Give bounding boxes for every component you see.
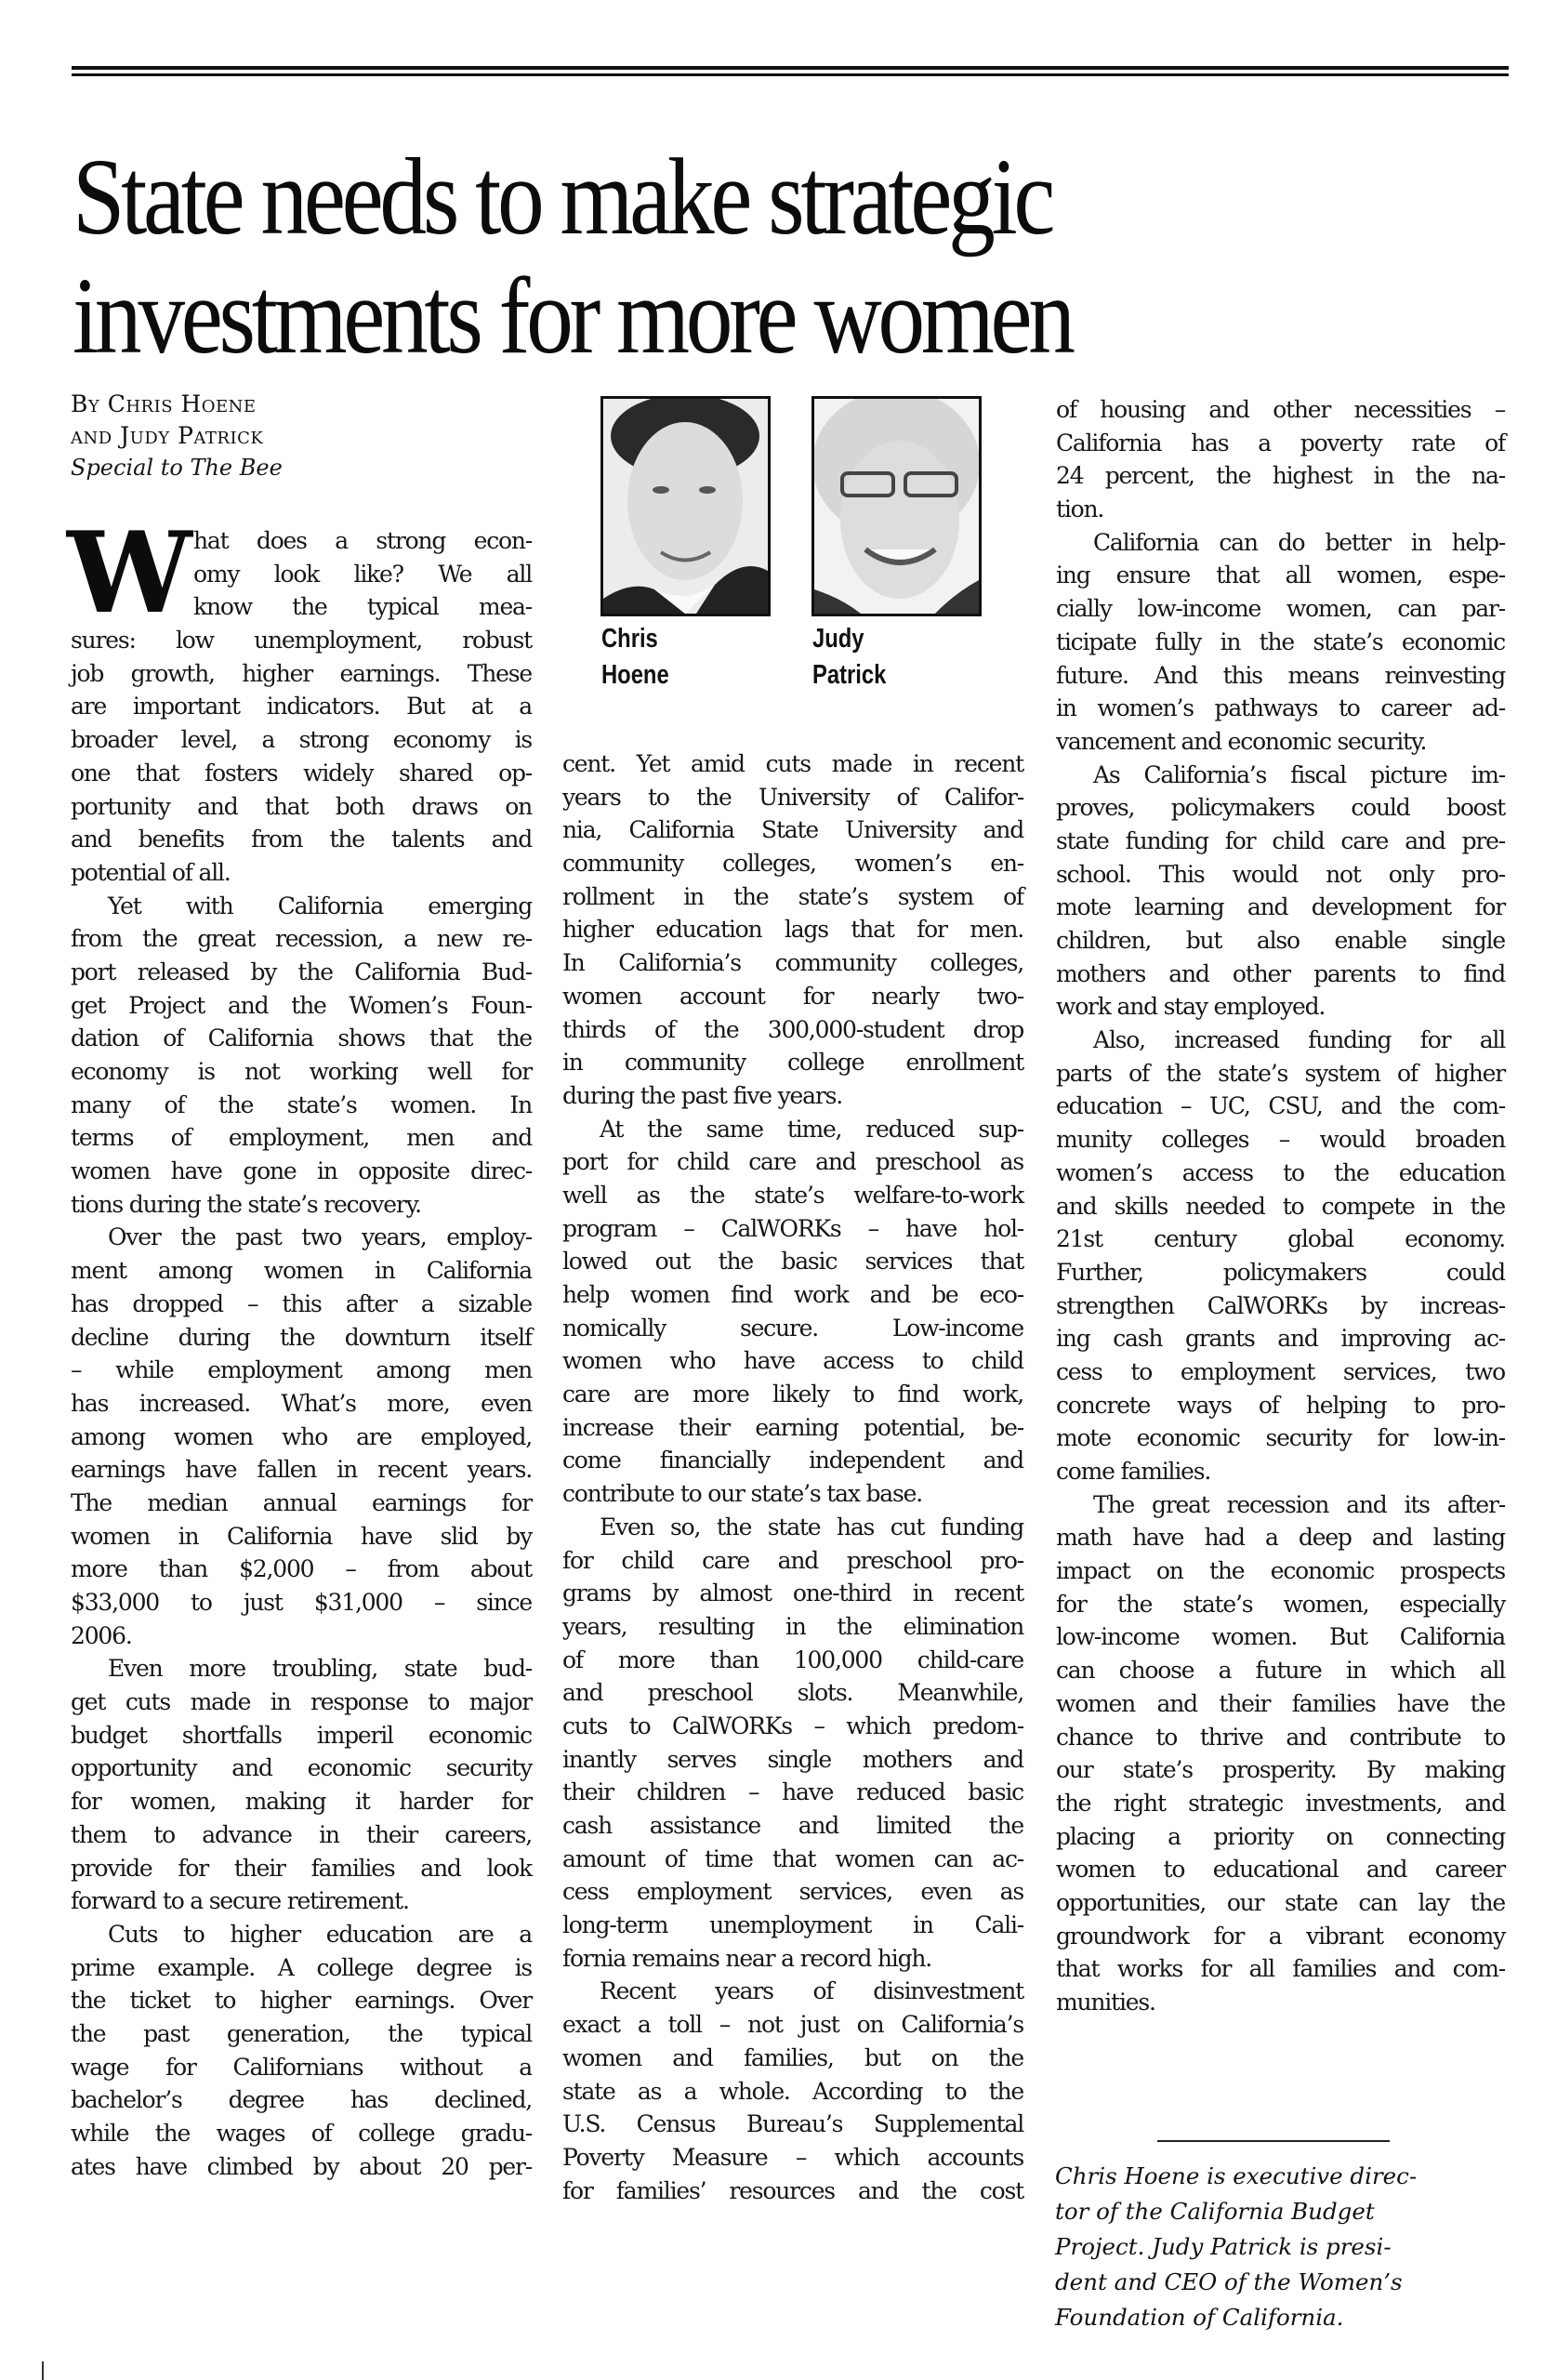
text-line: in women’s pathways to career ad- bbox=[1056, 694, 1505, 722]
text-line: inantly serves single mothers and bbox=[562, 1745, 1023, 1773]
text-line: long-term unemployment in Cali- bbox=[562, 1911, 1023, 1939]
text-line: At the same time, reduced sup- bbox=[600, 1115, 1023, 1143]
tagline-line: Chris Hoene is executive direc- bbox=[1055, 2162, 1418, 2189]
text-line: mote learning and development for bbox=[1056, 893, 1505, 921]
text-line: U.S. Census Bureau’s Supplemental bbox=[562, 2110, 1023, 2138]
headline-line-1: State needs to make strategic bbox=[73, 136, 1052, 258]
text-line: community colleges, women’s en- bbox=[562, 850, 1023, 878]
text-line: work and stay employed. bbox=[1056, 993, 1326, 1021]
text-line: many of the state’s women. In bbox=[71, 1091, 532, 1118]
text-line: cess employment services, even as bbox=[562, 1878, 1023, 1906]
text-line: among women who are employed, bbox=[71, 1422, 532, 1450]
text-line: thirds of the 300,000-student drop bbox=[562, 1015, 1023, 1043]
lead-paragraph bbox=[67, 508, 532, 639]
text-line: fornia remains near a record high. bbox=[562, 1944, 932, 1972]
text-line: opportunity and economic security bbox=[71, 1754, 532, 1782]
column-3 bbox=[1056, 393, 1505, 2019]
text-line: of housing and other necessities – bbox=[1056, 396, 1505, 423]
text-line: has dropped – this after a sizable bbox=[71, 1289, 532, 1317]
tagline-line: tor of the California Budget bbox=[1055, 2198, 1375, 2225]
text-line: placing a priority on connecting bbox=[1056, 1822, 1505, 1850]
text-line: that works for all families and com- bbox=[1056, 1955, 1505, 1983]
page-edge-mark bbox=[42, 2361, 44, 2380]
text-line: exact a toll – not just on California’s bbox=[562, 2011, 1023, 2039]
text-line: women have gone in opposite direc- bbox=[71, 1157, 532, 1185]
text-line: are important indicators. But at a bbox=[71, 693, 532, 721]
text-line: know the typical mea- bbox=[193, 593, 532, 621]
top-rule bbox=[72, 66, 1509, 70]
caption-line: Patrick bbox=[812, 660, 887, 690]
text-line: cially low-income women, can par- bbox=[1056, 595, 1505, 623]
caption-line: Chris bbox=[601, 624, 658, 654]
text-line: The great recession and its after- bbox=[1093, 1490, 1505, 1518]
text-line: broader level, a strong economy is bbox=[71, 726, 532, 754]
text-line: omy look like? We all bbox=[193, 560, 532, 588]
text-line: wage for Californians without a bbox=[71, 2053, 532, 2081]
text-line: ing ensure that all women, espe- bbox=[1056, 562, 1505, 589]
text-line: terms of employment, men and bbox=[71, 1124, 532, 1152]
text-line: state funding for child care and pre- bbox=[1056, 826, 1505, 854]
text-line: cash assistance and limited the bbox=[562, 1812, 1023, 1839]
text-line: prime example. A college degree is bbox=[71, 1953, 532, 1981]
text-line: from the great recession, a new re- bbox=[71, 925, 532, 953]
text-line: come financially independent and bbox=[562, 1447, 1023, 1474]
photo-judy-patrick bbox=[811, 396, 982, 616]
text-line: sures: low unemployment, robust bbox=[71, 627, 532, 654]
text-line: school. This would not only pro- bbox=[1056, 860, 1505, 888]
byline-line-2: and Judy Patrick bbox=[71, 422, 264, 449]
text-line: education – UC, CSU, and the com- bbox=[1056, 1092, 1505, 1120]
text-line: provide for their families and look bbox=[71, 1854, 532, 1882]
text-line: Also, increased funding for all bbox=[1093, 1026, 1505, 1054]
text-line: in community college enrollment bbox=[562, 1049, 1023, 1077]
text-line: California can do better in help- bbox=[1093, 528, 1505, 556]
text-line: and preschool slots. Meanwhile, bbox=[562, 1679, 1023, 1707]
byline-line-1: By Chris Hoene bbox=[71, 390, 257, 417]
text-line: Even so, the state has cut funding bbox=[600, 1513, 1023, 1540]
text-line: lowed out the basic services that bbox=[562, 1248, 1023, 1276]
text-line: help women find work and be eco- bbox=[562, 1281, 1023, 1308]
text-line: higher education lags that for men. bbox=[562, 916, 1023, 944]
text-line: proves, policymakers could boost bbox=[1056, 794, 1505, 822]
text-line: the right strategic investments, and bbox=[1056, 1789, 1505, 1817]
column-1 bbox=[67, 389, 532, 2183]
text-line: the ticket to higher earnings. Over bbox=[71, 1987, 532, 2015]
text-line: impact on the economic prospects bbox=[1056, 1557, 1505, 1585]
text-line: women to educational and career bbox=[1056, 1856, 1505, 1884]
text-line: years to the University of Califor- bbox=[562, 783, 1023, 811]
text-line: children, but also enable single bbox=[1056, 927, 1505, 954]
text-line: groundwork for a vibrant economy bbox=[1056, 1922, 1505, 1950]
photo-chris-hoene bbox=[600, 396, 771, 616]
text-line: dation of California shows that the bbox=[71, 1025, 532, 1052]
text-line: come families. bbox=[1056, 1458, 1211, 1485]
text-line: ticipate fully in the state’s economic bbox=[1056, 628, 1505, 655]
text-line: for child care and preschool pro- bbox=[562, 1546, 1023, 1574]
text-line: for women, making it harder for bbox=[71, 1788, 532, 1816]
text-line: forward to a secure retirement. bbox=[71, 1887, 409, 1915]
text-line: mote economic security for low-in- bbox=[1056, 1424, 1505, 1452]
portrait-woman-icon bbox=[814, 399, 979, 614]
text-line: math have had a deep and lasting bbox=[1056, 1524, 1505, 1552]
text-line: and benefits from the talents and bbox=[71, 826, 532, 853]
column-2 bbox=[562, 747, 1023, 2207]
text-line: – while employment among men bbox=[71, 1356, 532, 1384]
tagline-line: Foundation of California. bbox=[1055, 2304, 1344, 2331]
text-line: hat does a strong econ- bbox=[193, 527, 532, 554]
drop-cap: W bbox=[67, 508, 192, 639]
text-line: increase their earning potential, be- bbox=[562, 1413, 1023, 1441]
text-line: cess to employment services, two bbox=[1056, 1357, 1505, 1385]
photo-caption-judy-patrick bbox=[812, 621, 886, 694]
text-line: women’s access to the education bbox=[1056, 1158, 1505, 1186]
special-to-the-bee: Special to The Bee bbox=[71, 455, 283, 481]
text-line: parts of the state’s system of higher bbox=[1056, 1059, 1505, 1087]
text-line: women and their families have the bbox=[1056, 1689, 1505, 1717]
text-line: of more than 100,000 child-care bbox=[562, 1646, 1023, 1673]
text-line: Yet with California emerging bbox=[108, 892, 532, 919]
text-line: 21st century global economy. bbox=[1056, 1225, 1505, 1253]
text-line: years, resulting in the elimination bbox=[562, 1612, 1023, 1640]
text-line: women and families, but on the bbox=[562, 2043, 1023, 2071]
caption-line: Judy bbox=[812, 624, 864, 654]
text-line: opportunities, our state can lay the bbox=[1056, 1888, 1505, 1916]
caption-line: Hoene bbox=[601, 660, 669, 690]
text-line: bachelor’s degree has declined, bbox=[71, 2086, 532, 2114]
text-line: program – CalWORKs – have hol- bbox=[562, 1214, 1023, 1242]
text-line: cuts to CalWORKs – which predom- bbox=[562, 1712, 1023, 1739]
text-line: munities. bbox=[1056, 1989, 1155, 2016]
tagline-divider bbox=[1157, 2140, 1390, 2142]
text-line: future. And this means reinvesting bbox=[1056, 661, 1505, 689]
text-line: portunity and that both draws on bbox=[71, 792, 532, 820]
portrait-man-icon bbox=[603, 399, 768, 614]
text-line: nia, California State University and bbox=[562, 816, 1023, 844]
text-line: California has a poverty rate of bbox=[1056, 429, 1505, 456]
text-line: Poverty Measure – which accounts bbox=[562, 2143, 1023, 2171]
text-line: during the past five years. bbox=[562, 1081, 842, 1109]
top-rule-secondary bbox=[72, 73, 1509, 76]
text-line: get cuts made in response to major bbox=[71, 1688, 532, 1716]
text-line: concrete ways of helping to pro- bbox=[1056, 1391, 1505, 1419]
text-line: women in California have slid by bbox=[71, 1522, 532, 1550]
text-line: 2006. bbox=[71, 1621, 132, 1649]
text-line: the past generation, the typical bbox=[71, 2019, 532, 2047]
text-line: ing cash grants and improving ac- bbox=[1056, 1325, 1505, 1353]
text-line: care are more likely to find work, bbox=[562, 1381, 1023, 1408]
tagline-line: Project. Judy Patrick is presi- bbox=[1055, 2233, 1392, 2260]
text-line: munity colleges – would broaden bbox=[1056, 1126, 1505, 1154]
text-line: job growth, higher earnings. These bbox=[71, 659, 532, 687]
headline bbox=[73, 138, 1320, 376]
text-line: chance to thrive and contribute to bbox=[1056, 1723, 1505, 1751]
text-line: ment among women in California bbox=[71, 1257, 532, 1285]
text-line: port released by the California Bud- bbox=[71, 958, 532, 985]
text-line: vancement and economic security. bbox=[1056, 727, 1427, 755]
text-line: tions during the state’s recovery. bbox=[71, 1190, 421, 1218]
text-line: them to advance in their careers, bbox=[71, 1820, 532, 1848]
text-line: $33,000 to just $31,000 – since bbox=[71, 1589, 532, 1616]
text-line: women account for nearly two- bbox=[562, 982, 1023, 1010]
text-line: their children – have reduced basic bbox=[562, 1778, 1023, 1806]
text-line: more than $2,000 – from about bbox=[71, 1555, 532, 1583]
text-line: The median annual earnings for bbox=[71, 1488, 532, 1516]
text-line: get Project and the Women’s Foun- bbox=[71, 991, 532, 1019]
byline bbox=[71, 389, 532, 452]
text-line: Even more troubling, state bud- bbox=[108, 1655, 532, 1683]
text-line: for the state’s women, especially bbox=[1056, 1590, 1505, 1618]
text-line: decline during the downturn itself bbox=[71, 1323, 532, 1351]
photo-caption-chris-hoene bbox=[601, 621, 669, 694]
text-line: can choose a future in which all bbox=[1056, 1657, 1505, 1685]
text-line: women who have access to child bbox=[562, 1347, 1023, 1375]
text-line: nomically secure. Low-income bbox=[562, 1314, 1023, 1342]
text-line: state as a whole. According to the bbox=[562, 2077, 1023, 2105]
text-line: has increased. What’s more, even bbox=[71, 1389, 532, 1417]
text-line: potential of all. bbox=[71, 858, 231, 886]
text-line: for families’ resources and the cost bbox=[562, 2176, 1023, 2204]
text-line: our state’s prosperity. By making bbox=[1056, 1756, 1505, 1784]
text-line: budget shortfalls imperil economic bbox=[71, 1721, 532, 1749]
text-line: 24 percent, the highest in the na- bbox=[1056, 462, 1505, 490]
author-tagline bbox=[1055, 2159, 1501, 2335]
text-line: As California’s fiscal picture im- bbox=[1093, 760, 1505, 788]
text-line: cent. Yet amid cuts made in recent bbox=[562, 750, 1023, 777]
text-line: one that fosters widely shared op- bbox=[71, 759, 532, 787]
text-line: mothers and other parents to find bbox=[1056, 959, 1505, 987]
tagline-line: dent and CEO of the Women’s bbox=[1055, 2268, 1403, 2295]
text-line: while the wages of college gradu- bbox=[71, 2120, 532, 2147]
text-line: grams by almost one-third in recent bbox=[562, 1580, 1023, 1607]
text-line: port for child care and preschool as bbox=[562, 1148, 1023, 1176]
text-line: Cuts to higher education are a bbox=[108, 1920, 532, 1948]
text-line: economy is not working well for bbox=[71, 1058, 532, 1085]
text-line: Over the past two years, employ- bbox=[108, 1223, 532, 1251]
text-line: well as the state’s welfare-to-work bbox=[562, 1181, 1023, 1209]
text-line: In California’s community colleges, bbox=[562, 949, 1023, 977]
text-line: strengthen CalWORKs by increas- bbox=[1056, 1291, 1505, 1319]
text-line: and skills needed to compete in the bbox=[1056, 1192, 1505, 1220]
text-line: ates have climbed by about 20 per- bbox=[71, 2152, 532, 2180]
text-line: earnings have fallen in recent years. bbox=[71, 1456, 532, 1484]
text-line: amount of time that women can ac- bbox=[562, 1844, 1023, 1872]
headline-line-2: investments for more women bbox=[73, 255, 1072, 377]
text-line: tion. bbox=[1056, 496, 1104, 523]
text-line: low-income women. But California bbox=[1056, 1623, 1505, 1651]
text-line: Further, policymakers could bbox=[1056, 1258, 1505, 1286]
text-line: Recent years of disinvestment bbox=[600, 1977, 1023, 2005]
text-line: rollment in the state’s system of bbox=[562, 882, 1023, 910]
text-line: contribute to our state’s tax base. bbox=[562, 1480, 922, 1508]
